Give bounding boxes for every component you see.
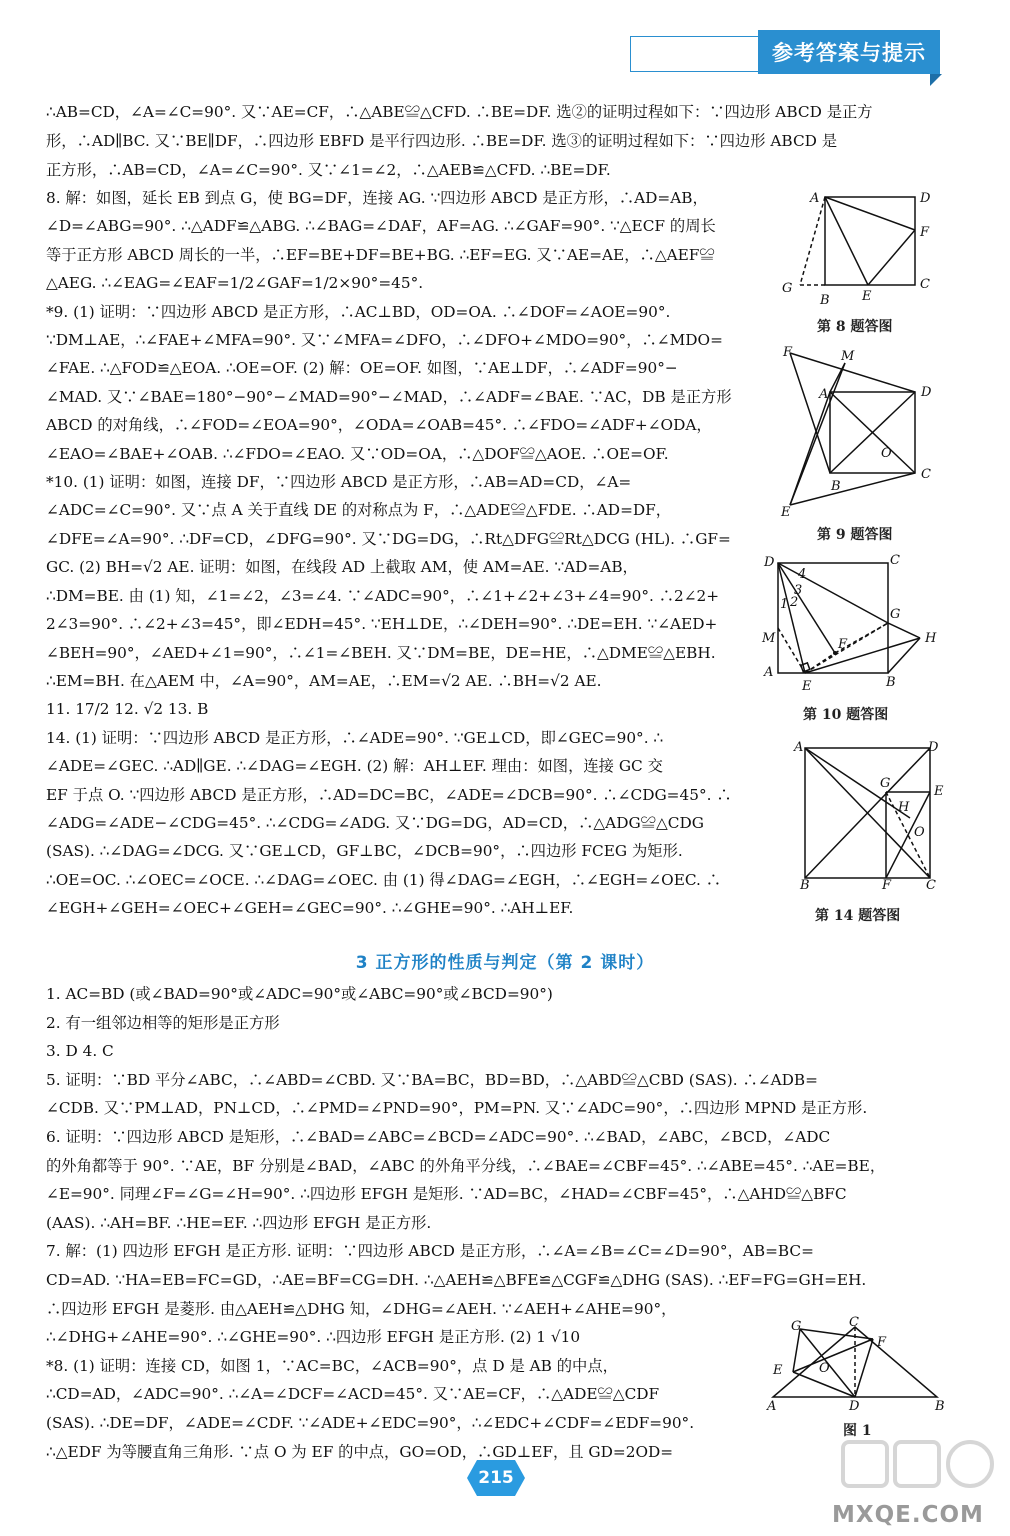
figure-point-label: O bbox=[819, 1361, 830, 1376]
text-line: ∴DM=BE. 由 (1) 知，∠1=∠2，∠3=∠4. ∵∠ADC=90°，∴∠1+∠2+∠3+∠4=90°. ∴2∠2+ bbox=[46, 586, 720, 605]
answer-block-continuation bbox=[46, 98, 873, 185]
text-line: ∠MAD. 又∵∠BAE=180°−90°−∠MAD=90°−∠MAD，∴∠ADF=∠BAE. ∵AC，DB 是正方形 bbox=[46, 387, 732, 406]
figure-point-label: F bbox=[783, 345, 793, 360]
caption-fig8: 第 8 题答图 bbox=[817, 319, 893, 335]
text-line: (AAS). ∴AH=BF. ∴HE=EF. ∴四边形 EFGH 是正方形. bbox=[46, 1213, 432, 1232]
text-line: ∠BEH=90°，∠AED+∠1=90°，∴∠1=∠BEH. 又∵DM=BE，DE=HE，∴△DME≌△EBH. bbox=[46, 643, 716, 662]
figure-q14 bbox=[790, 738, 980, 898]
figure-point-label: C bbox=[920, 277, 930, 292]
figure-point-label: F bbox=[838, 637, 848, 652]
figure-point-label: G bbox=[890, 607, 901, 622]
figure-point-label: 3 bbox=[794, 583, 803, 598]
text-line: ∠EGH+∠GEH=∠OEC+∠GEH=∠GEC=90°. ∴∠GHE=90°. ∴AH⊥EF. bbox=[46, 899, 574, 918]
text-line: 6. 证明：∵四边形 ABCD 是矩形，∴∠BAD=∠ABC=∠BCD=∠ADC=90°. ∴∠BAD，∠ABC，∠BCD，∠ADC bbox=[46, 1127, 831, 1146]
figure-point-label: D bbox=[920, 191, 931, 206]
text-line: ∴EM=BH. 在△AEM 中，∠A=90°，AM=AE，∴EM=√2 AE. ∴BH=√2 AE. bbox=[46, 671, 602, 690]
header-tab-label: 参考答案与提示 bbox=[772, 41, 926, 65]
caption-fig14: 第 14 题答图 bbox=[815, 908, 901, 924]
figure-point-label: H bbox=[898, 800, 910, 815]
text-line: ∴△EDF 为等腰直角三角形. ∵点 O 为 EF 的中点，GO=OD，∴GD⊥EF，且 GD=2OD= bbox=[46, 1442, 674, 1461]
figure-point-label: C bbox=[849, 1315, 859, 1330]
figure-point-label: A bbox=[764, 665, 774, 680]
text-line: *10. (1) 证明：如图，连接 DF，∵四边形 ABCD 是正方形，∴AB=AD=CD，∠A= bbox=[46, 473, 632, 492]
figure-point-label: C bbox=[926, 878, 936, 893]
watermark-text: MXQE.COM bbox=[832, 1502, 984, 1528]
figure-point-label: F bbox=[877, 1335, 887, 1350]
caption-fig1: 图 1 bbox=[843, 1423, 872, 1439]
text-line: ∠DFE=∠A=90°. ∴DF=CD，∠DFG=90°. 又∵DG=DG，∴Rt△DFG≌Rt△DCG (HL). ∴GF= bbox=[46, 529, 731, 548]
figure-point-label: D bbox=[928, 740, 939, 755]
figure-point-label: A bbox=[819, 387, 829, 402]
page-number-badge bbox=[467, 1460, 525, 1496]
text-line: ∠ADG=∠ADE−∠CDG=45°. ∴∠CDG=∠ADG. 又∵DG=DG，AD=CD，∴△ADG≌△CDG bbox=[46, 813, 704, 832]
figure-point-label: H bbox=[925, 631, 937, 646]
figure-point-label: B bbox=[935, 1399, 945, 1414]
figure-point-label: B bbox=[886, 675, 896, 690]
header-tab-fold bbox=[930, 74, 942, 86]
figure-point-label: F bbox=[920, 225, 930, 240]
figure-point-label: M bbox=[762, 631, 776, 646]
text-line: 2. 有一组邻边相等的矩形是正方形 bbox=[46, 1013, 280, 1032]
header-tab bbox=[758, 30, 940, 74]
text-line: ∴四边形 EFGH 是菱形. 由△AEH≌△DHG 知，∠DHG=∠AEH. ∵∠AEH+∠AHE=90°， bbox=[46, 1299, 677, 1318]
text-line: ∠D=∠ABG=90°. ∴△ADF≌△ABG. ∴∠BAG=∠DAF，AF=AG. ∴∠GAF=90°. ∵△ECF 的周长 bbox=[46, 217, 716, 236]
text-line: 正方形，∴AB=CD，∠A=∠C=90°. 又∵∠1=∠2，∴△AEB≌△CFD. ∴BE=DF. bbox=[46, 161, 611, 179]
text-line: ∴AB=CD，∠A=∠C=90°. 又∵AE=CF，∴△ABE≌△CFD. ∴BE=DF. 选②的证明过程如下：∵四边形 ABCD 是正方 bbox=[46, 103, 873, 121]
text-line: ∴CD=AD，∠ADC=90°. ∴∠A=∠DCF=∠ACD=45°. 又∵AE=CF，∴△ADE≌△CDF bbox=[46, 1385, 660, 1404]
text-line: GC. (2) BH=√2 AE. 证明：如图，在线段 AD 上截取 AM，使 AM=AE. ∵AD=AB， bbox=[46, 558, 638, 577]
figure-point-label: E bbox=[934, 784, 944, 799]
figure-point-label: F bbox=[882, 878, 892, 893]
answer-block-section3 bbox=[46, 980, 885, 1466]
text-line: 形，∴AD∥BC. 又∵BE∥DF，∴四边形 EBFD 是平行四边形. ∴BE=DF. 选③的证明过程如下：∵四边形 ABCD 是 bbox=[46, 132, 838, 150]
header-left-box bbox=[630, 36, 760, 72]
text-line: ∠EAO=∠BAE+∠OAB. ∴∠FDO=∠EAO. 又∵OD=OA，∴△DOF≌△AOE. ∴OE=OF. bbox=[46, 444, 669, 463]
text-line: 11. 17/2 12. √2 13. B bbox=[46, 700, 209, 719]
text-line: (SAS). ∴DE=DF，∠ADE=∠CDF. ∵∠ADE+∠EDC=90°，∴∠EDC+∠CDF=∠EDF=90°. bbox=[46, 1413, 695, 1432]
text-line: 5. 证明：∵BD 平分∠ABC，∴∠ABD=∠CBD. 又∵BA=BC，BD=BD，∴△ABD≌△CBD (SAS). ∴∠ADB= bbox=[46, 1070, 818, 1089]
text-line: ∴∠DHG+∠AHE=90°. ∴∠GHE=90°. ∴四边形 EFGH 是正方形. (2) 1 √10 bbox=[46, 1328, 581, 1347]
figure-point-label: B bbox=[820, 293, 830, 308]
text-line: ∠ADC=∠C=90°. 又∵点 A 关于直线 DE 的对称点为 F，∴△ADE≌△FDE. ∴AD=DF， bbox=[46, 501, 672, 520]
text-line: 1. AC=BD (或∠BAD=90°或∠ADC=90°或∠ABC=90°或∠BCD=90°) bbox=[46, 985, 553, 1003]
figure-1 bbox=[765, 1317, 955, 1412]
figure-point-label: E bbox=[862, 289, 872, 304]
figure-point-label: 2 bbox=[790, 595, 799, 610]
figure-point-label: E bbox=[781, 505, 791, 520]
figure-point-label: M bbox=[841, 349, 855, 364]
page-number: 215 bbox=[478, 1468, 514, 1488]
text-line: EF 于点 O. ∵四边形 ABCD 是正方形，∴AD=DC=BC，∠ADE=∠DCB=90°. ∴∠CDG=45°. ∴ bbox=[46, 785, 732, 804]
figure-q8 bbox=[780, 185, 970, 310]
figure-q10 bbox=[760, 553, 950, 698]
figure-point-label: D bbox=[849, 1399, 860, 1414]
figure-q9 bbox=[775, 345, 965, 525]
figure-point-label: C bbox=[921, 467, 931, 482]
caption-fig10: 第 10 题答图 bbox=[803, 707, 889, 723]
text-line: *9. (1) 证明：∵四边形 ABCD 是正方形，∴AC⊥BD，OD=OA. ∴∠DOF=∠AOE=90°. bbox=[46, 302, 671, 321]
text-line: ABCD 的对角线，∴∠FOD=∠EOA=90°，∠ODA=∠OAB=45°. ∴∠FDO=∠ADF+∠ODA， bbox=[46, 416, 712, 435]
text-line: 3. D 4. C bbox=[46, 1042, 114, 1061]
figure-point-label: G bbox=[791, 1319, 802, 1334]
figure-point-label: O bbox=[881, 446, 892, 461]
figure-point-label: O bbox=[914, 825, 925, 840]
figure-point-label: G bbox=[782, 281, 793, 296]
figure-point-label: A bbox=[794, 740, 804, 755]
figure-point-label: E bbox=[802, 679, 812, 694]
figure-point-label: A bbox=[767, 1399, 777, 1414]
text-line: 的外角都等于 90°. ∵AE，BF 分别是∠BAD，∠ABC 的外角平分线，∴∠BAE=∠CBF=45°. ∴∠ABE=45°. ∴AE=BE， bbox=[46, 1156, 886, 1175]
text-line: ∠CDB. 又∵PM⊥AD，PN⊥CD，∴∠PMD=∠PND=90°，PM=PN. 又∵∠ADC=90°，∴四边形 MPND 是正方形. bbox=[46, 1099, 868, 1118]
figure-point-label: C bbox=[890, 553, 900, 568]
figure-point-label: 1 bbox=[780, 597, 789, 612]
caption-fig9: 第 9 题答图 bbox=[817, 527, 893, 543]
text-line: CD=AD. ∵HA=EB=FC=GD，∴AE=BF=CG=DH. ∴△AEH≌△BFE≌△CGF≌△DHG (SAS). ∴EF=FG=GH=EH. bbox=[46, 1270, 867, 1289]
figure-point-label: D bbox=[921, 385, 932, 400]
text-line: △AEG. ∴∠EAG=∠EAF=1/2∠GAF=1/2×90°=45°. bbox=[46, 274, 424, 293]
text-line: ∴OE=OC. ∴∠OEC=∠OCE. ∴∠DAG=∠OEC. 由 (1) 得∠DAG=∠EGH，∴∠EGH=∠OEC. ∴ bbox=[46, 870, 722, 889]
figure-point-label: A bbox=[810, 191, 820, 206]
figure-point-label: B bbox=[800, 878, 810, 893]
figure-point-label: E bbox=[773, 1363, 783, 1378]
figure-point-label: G bbox=[880, 776, 891, 791]
text-line: (SAS). ∴∠DAG=∠DCG. 又∵GE⊥CD，GF⊥BC，∠DCB=90°，∴四边形 FCEG 为矩形. bbox=[46, 842, 683, 861]
text-line: *8. (1) 证明：连接 CD，如图 1，∵AC=BC，∠ACB=90°，点 D 是 AB 的中点， bbox=[46, 1356, 618, 1375]
text-line: 等于正方形 ABCD 周长的一半，∴EF=BE+DF=BE+BG. ∴EF=EG. 又∵AE=AE，∴△AEF≌ bbox=[46, 245, 715, 264]
figure-point-label: B bbox=[831, 479, 841, 494]
figure-point-label: 4 bbox=[798, 567, 807, 582]
answer-block-main bbox=[46, 184, 732, 923]
text-line: ∠ADE=∠GEC. ∴AD∥GE. ∴∠DAG=∠EGH. (2) 解：AH⊥EF. 理由：如图，连接 GC 交 bbox=[46, 757, 663, 776]
text-line: 2∠3=90°. ∴∠2+∠3=45°，即∠EDH=45°. ∵EH⊥DE，∴∠DEH=90°. ∴DE=EH. ∵∠AED+ bbox=[46, 615, 718, 634]
text-line: ∵DM⊥AE，∴∠FAE+∠MFA=90°. 又∵∠MFA=∠DFO，∴∠DFO+∠MDO=90°，∴∠MDO= bbox=[46, 331, 723, 350]
text-line: ∠E=90°. 同理∠F=∠G=∠H=90°. ∴四边形 EFGH 是矩形. ∵AD=BC，∠HAD=∠CBF=45°，∴△AHD≌△BFC bbox=[46, 1185, 847, 1204]
text-line: 8. 解：如图，延长 EB 到点 G，使 BG=DF，连接 AG. ∵四边形 ABCD 是正方形，∴AD=AB， bbox=[46, 189, 708, 207]
text-line: 7. 解：(1) 四边形 EFGH 是正方形. 证明：∵四边形 ABCD 是正方形，∴∠A=∠B=∠C=∠D=90°，AB=BC= bbox=[46, 1242, 814, 1261]
section-title: 3 正方形的性质与判定（第 2 课时） bbox=[355, 953, 655, 973]
text-line: ∠FAE. ∴△FOD≌△EOA. ∴OE=OF. (2) 解：OE=OF. 如图，∵AE⊥DF，∴∠ADF=90°− bbox=[46, 359, 678, 378]
text-line: 14. (1) 证明：∵四边形 ABCD 是正方形，∴∠ADE=90°. ∵GE⊥CD，即∠GEC=90°. ∴ bbox=[46, 728, 664, 747]
figure-point-label: D bbox=[764, 555, 775, 570]
